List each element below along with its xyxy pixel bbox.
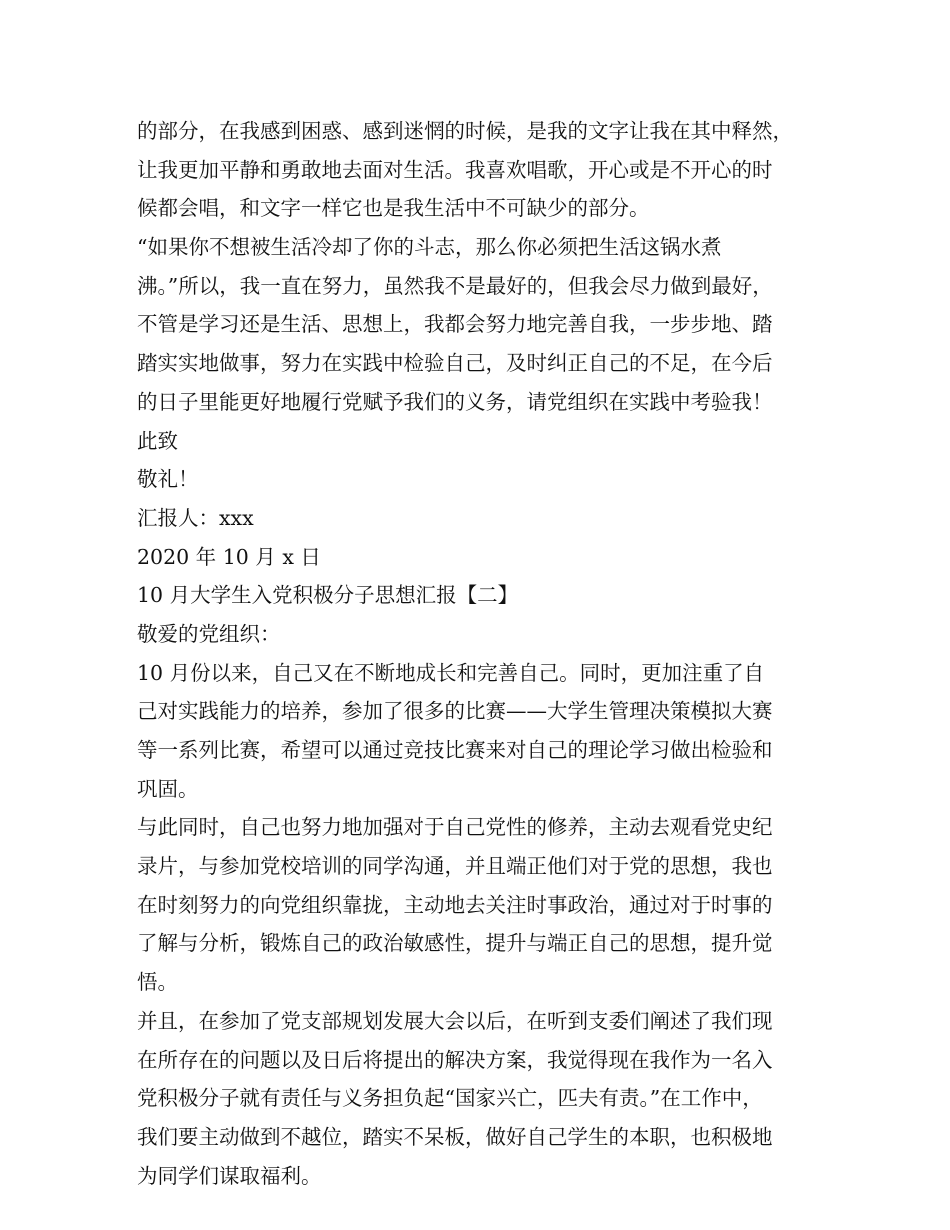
closing-regards: 敬礼！ <box>137 467 199 492</box>
report-date: 2020 年 10 月 x 日 <box>137 544 321 569</box>
text-line: 在时刻努力的向党组织靠拢，主动地去关注时事政治，通过对于时事的 <box>137 892 773 917</box>
text-line: 己对实践能力的培养，参加了很多的比赛——大学生管理决策模拟大赛 <box>137 699 773 724</box>
text-line: 与此同时，自己也努力地加强对于自己党性的修养，主动去观看党史纪 <box>137 815 773 840</box>
closing-salutation: 此致 <box>137 428 178 453</box>
text-line: 在所存在的问题以及日后将提出的解决方案，我觉得现在我作为一名入 <box>137 1047 773 1072</box>
text-line: 党积极分子就有责任与义务担负起“国家兴亡，匹夫有责。”在工作中， <box>137 1086 763 1111</box>
section-title: 10 月大学生入党积极分子思想汇报【二】 <box>137 583 519 608</box>
greeting: 敬爱的党组织： <box>137 621 281 646</box>
text-line: 沸。”所以，我一直在努力，虽然我不是最好的，但我会尽力做到最好， <box>137 273 773 298</box>
text-line: 的部分，在我感到困惑、感到迷惘的时候，是我的文字让我在其中释然， <box>137 119 793 143</box>
text-line: 的日子里能更好地履行党赋予我们的义务，请党组织在实践中考验我！ <box>137 389 773 414</box>
text-line: 不管是学习还是生活、思想上，我都会努力地完善自我，一步步地、踏 <box>137 312 773 337</box>
text-line: 等一系列比赛，希望可以通过竞技比赛来对自己的理论学习做出检验和 <box>137 738 773 762</box>
text-line: 让我更加平静和勇敢地去面对生活。我喜欢唱歌，开心或是不开心的时 <box>137 157 773 182</box>
text-line: 我们要主动做到不越位，踏实不呆板，做好自己学生的本职，也积极地 <box>137 1124 773 1149</box>
text-line: 并且，在参加了党支部规划发展大会以后，在听到支委们阐述了我们现 <box>137 1008 773 1033</box>
text-line: 悟。 <box>137 970 178 995</box>
text-line: 10 月份以来，自己又在不断地成长和完善自己。同时，更加注重了自 <box>137 660 765 685</box>
text-line: 为同学们谋取福利。 <box>137 1163 322 1188</box>
text-line: 录片，与参加党校培训的同学沟通，并且端正他们对于党的思想，我也 <box>137 854 773 879</box>
text-line: 巩固。 <box>137 776 199 801</box>
text-line: 候都会唱，和文字一样它也是我生活中不可缺少的部分。 <box>137 196 650 221</box>
reporter-name: 汇报人：xxx <box>137 505 254 530</box>
text-line: 了解与分析，锻炼自己的政治敏感性，提升与端正自己的思想，提升觉 <box>137 931 773 956</box>
text-line: 踏实实地做事，努力在实践中检验自己，及时纠正自己的不足，在今后 <box>137 351 773 376</box>
document-body <box>137 112 827 1195</box>
text-line: “如果你不想被生活冷却了你的斗志，那么你必须把生活这锅水煮 <box>137 235 722 260</box>
